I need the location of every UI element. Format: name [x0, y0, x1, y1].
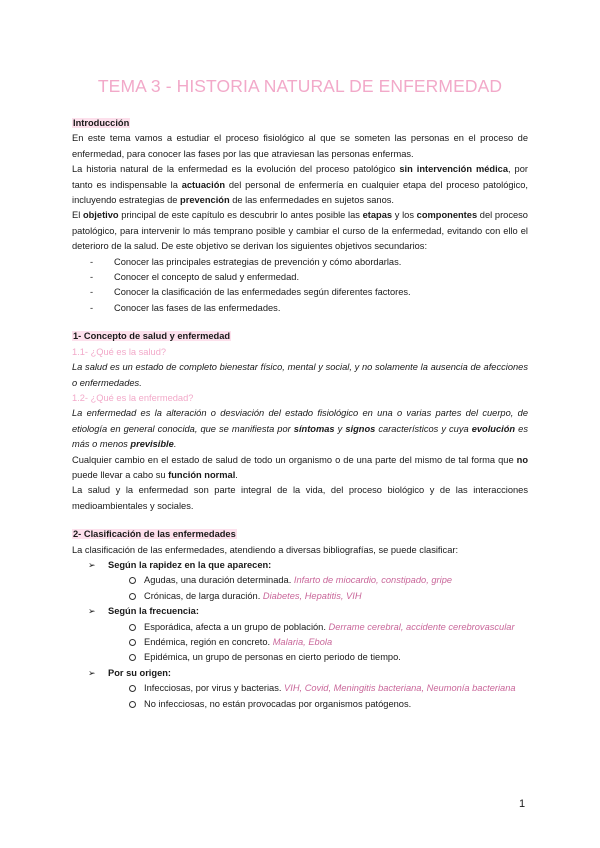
section-1-heading: 1- Concepto de salud y enfermedad: [73, 331, 231, 342]
health-definition: La salud es un estado de completo bienestar físico, mental y social, y no solamente la ausencia de afecciones o enfermedades.: [72, 362, 528, 388]
list-item: - Conocer las principales estrategias de prevención y cómo abordarlas.: [90, 255, 528, 270]
list-item: No infecciosas, no están provocadas por organismos patógenos.: [72, 697, 528, 712]
intro-paragraph-1: En este tema vamos a estudiar el proceso fisiológico al que se someten las personas en el proceso de enfermedad, para conocer las fases por las que atraviesan las personas enfermas.: [72, 133, 528, 159]
section-1-paragraph-4: La salud y la enfermedad son parte integral de la vida, del proceso biológico y de las interacciones medioambientales y sociales.: [72, 485, 528, 511]
subsection-1-2-heading: 1.2- ¿Qué es la enfermedad?: [72, 392, 194, 403]
category-frequency: ➢ Según la frecuencia:: [72, 604, 528, 619]
intro-paragraph-2: La historia natural de la enfermedad es la evolución del proceso patológico sin intervención médica, por tanto es indispensable la actuación del personal de enfermería en cualquier etapa del proceso patológico, incluyendo estrategias de prevención de las enfermedades en sujetos sanos.: [72, 164, 529, 206]
section-2-heading: 2- Clasificación de las enfermedades: [73, 529, 236, 540]
list-item: - Conocer la clasificación de las enfermedades según diferentes factores.: [90, 285, 528, 300]
category-origin: ➢ Por su origen:: [72, 666, 528, 681]
section-1-paragraph-3: Cualquier cambio en el estado de salud de todo un organismo o de una parte del mismo de tal forma que no puede llevar a cabo su función normal.: [72, 454, 528, 480]
intro-heading: Introducción: [73, 118, 130, 128]
disease-definition: La enfermedad es la alteración o desviación del estado fisiológico en una o varias partes del cuerpo, de etiología en general conocida, que se manifiesta por síntomas y signos característicos y cuya evolución es más o menos previsible.: [72, 408, 528, 450]
list-item: Epidémica, un grupo de personas en cierto periodo de tiempo.: [72, 650, 528, 665]
objectives-list: [72, 255, 528, 317]
list-item: Infecciosas, por virus y bacterias. VIH, Covid, Meningitis bacteriana, Neumonía bacteriana: [72, 681, 528, 696]
page-number: 1: [519, 798, 526, 810]
document-body: [72, 116, 528, 712]
category-speed: ➢ Según la rapidez en la que aparecen:: [72, 558, 528, 573]
list-item: Endémica, región en concreto. Malaria, Ebola: [72, 635, 528, 650]
page-title: TEMA 3 - HISTORIA NATURAL DE ENFERMEDAD: [97, 76, 503, 96]
intro-paragraph-3: El objetivo principal de este capítulo es descubrir lo antes posible las etapas y los componentes del proceso patológico, para intervenir lo más temprano posible y cambiar el curso de la enfermedad, evitando con ello el deterioro de la salud. De este objetivo se derivan los siguientes objetivos secundarios:: [72, 210, 528, 252]
list-item: Crónicas, de larga duración. Diabetes, Hepatitis, VIH: [72, 589, 528, 604]
list-item: Agudas, una duración determinada. Infarto de miocardio, constipado, gripe: [72, 573, 528, 588]
list-item: - Conocer el concepto de salud y enfermedad.: [90, 270, 528, 285]
list-item: - Conocer las fases de las enfermedades.: [90, 301, 528, 316]
section-2-intro: La clasificación de las enfermedades, atendiendo a diversas bibliografías, se puede clasificar:: [72, 544, 459, 555]
subsection-1-1-heading: 1.1- ¿Qué es la salud?: [72, 346, 167, 357]
list-item: Esporádica, afecta a un grupo de población. Derrame cerebral, accidente cerebrovascular: [72, 620, 528, 635]
